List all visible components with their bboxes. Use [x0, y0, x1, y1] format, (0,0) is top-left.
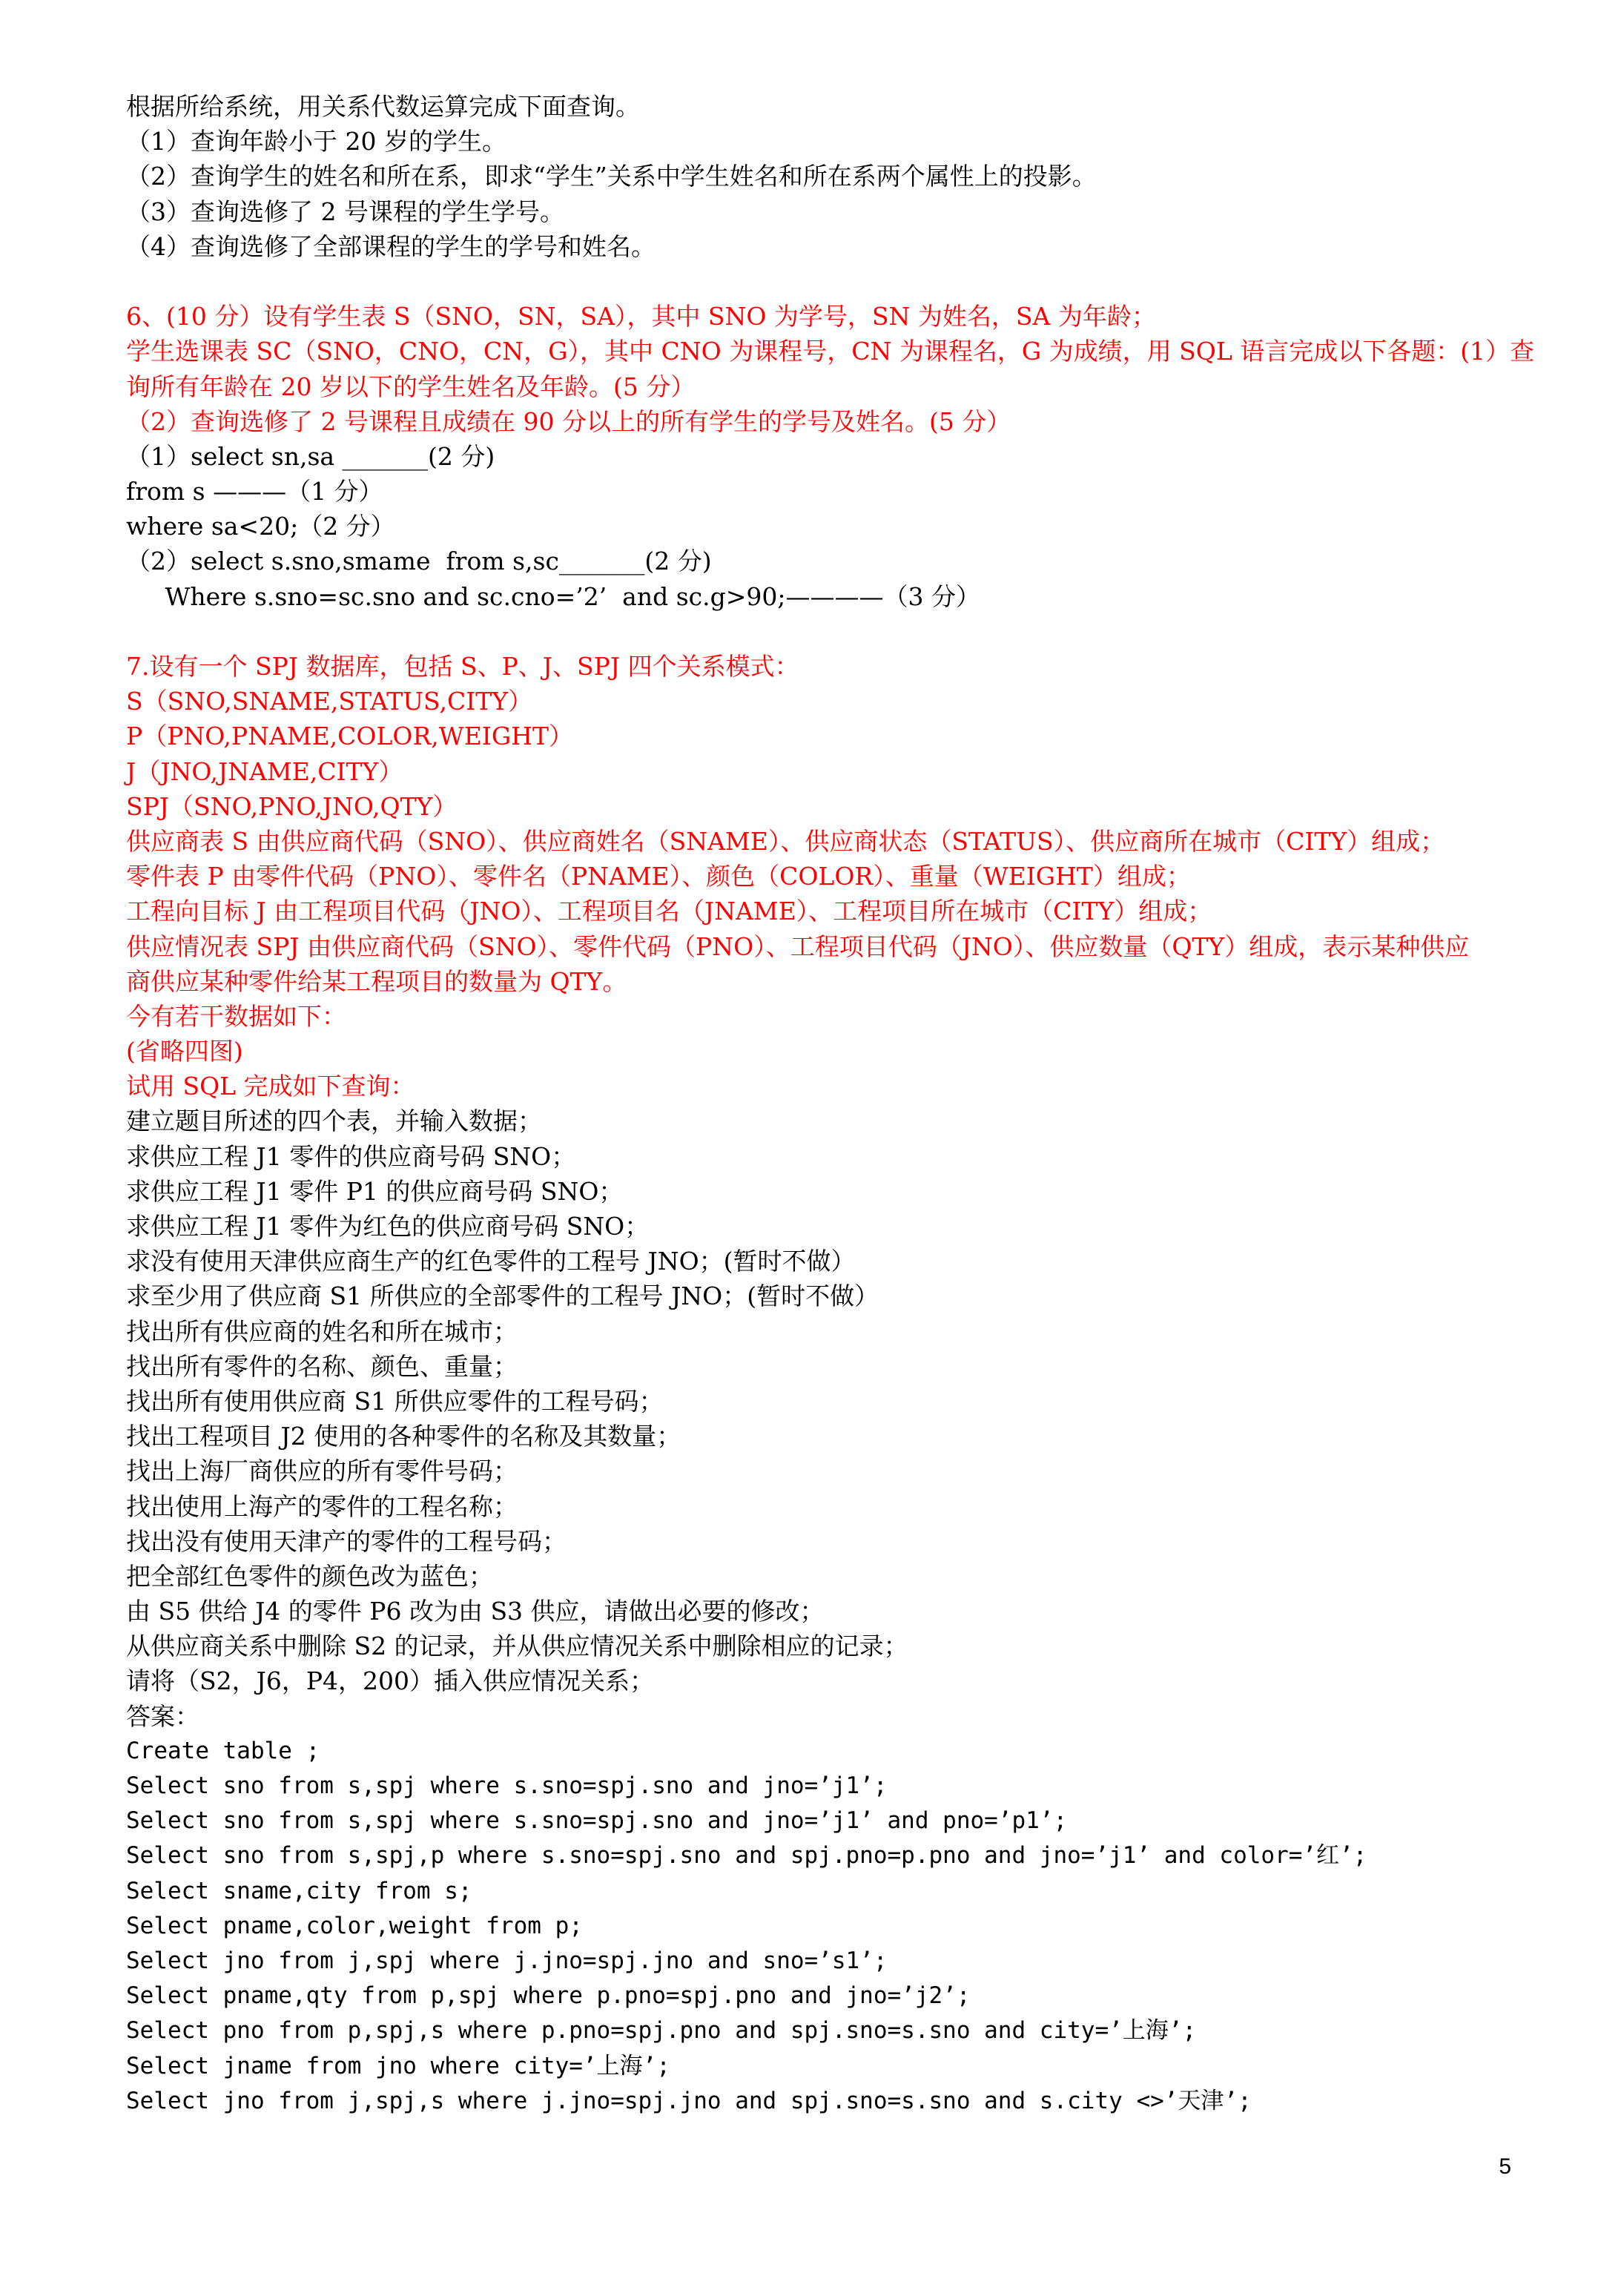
- sql-answer: Create table ;: [126, 1737, 320, 1764]
- q7-schema: P（PNO,PNAME,COLOR,WEIGHT）: [126, 722, 573, 751]
- intro-heading: 根据所给系统，用关系代数运算完成下面查询。: [126, 92, 640, 121]
- page-content: [126, 89, 1535, 2119]
- answers-label: 答案：: [126, 1701, 199, 1731]
- q7-description: 今有若干数据如下：: [126, 1001, 346, 1031]
- q7-description: (省略四图): [126, 1037, 243, 1066]
- q7-task: 建立题目所述的四个表，并输入数据；: [126, 1106, 542, 1136]
- sql-answer: Select jname from jno where city=’上海’;: [126, 2052, 670, 2079]
- q7-description: 试用 SQL 完成如下查询：: [126, 1072, 415, 1101]
- q7-task: 找出工程项目 J2 使用的各种零件的名称及其数量；: [126, 1422, 681, 1451]
- q7-schema: J（JNO,JNAME,CITY）: [126, 756, 403, 786]
- sql-answer: Select sname,city from s;: [126, 1877, 472, 1904]
- q6-answer: from s ———（1 分）: [126, 477, 383, 507]
- intro-item: （1）查询年龄小于 20 岁的学生。: [126, 127, 506, 156]
- q7-task: 找出所有使用供应商 S1 所供应零件的工程号码；: [126, 1386, 664, 1416]
- q7-description: 工程向目标 J 由工程项目代码（JNO）、工程项目名（JNAME）、工程项目所在城市（CITY）组成；: [126, 897, 1212, 926]
- q6-text: 学生选课表 SC（SNO，CNO，CN，G），其中 CNO 为课程号，CN 为课程名，G 为成绩，用 SQL 语言完成以下各题：(1）查: [126, 337, 1535, 366]
- q6-text: （2）查询选修了 2 号课程且成绩在 90 分以上的所有学生的学号及姓名。(5 分）: [126, 406, 1011, 436]
- q7-task: 求至少用了供应商 S1 所供应的全部零件的工程号 JNO；(暂时不做）: [126, 1281, 879, 1311]
- q7-schema: S（SNO,SNAME,STATUS,CITY）: [126, 687, 533, 716]
- spacer: [126, 264, 1520, 299]
- q7-title: 7.设有一个 SPJ 数据库，包括 S、P、J、SPJ 四个关系模式：: [126, 652, 799, 681]
- sql-answer: Select pno from p,spj,s where p.pno=spj.pno and spj.sno=s.sno and city=’上海’;: [126, 2017, 1197, 2045]
- sql-answer: Select pname,color,weight from p;: [126, 1912, 583, 1939]
- q7-task: 由 S5 供给 J4 的零件 P6 改为由 S3 供应，请做出必要的修改；: [126, 1597, 825, 1626]
- spacer: [126, 614, 1520, 649]
- q6-text: 询所有年龄在 20 岁以下的学生姓名及年龄。(5 分）: [126, 372, 696, 401]
- intro-item: （2）查询学生的姓名和所在系，即求“学生”关系中学生姓名和所在系两个属性上的投影。: [126, 162, 1097, 191]
- sql-answer: Select jno from j,spj where j.jno=spj.jno and sno=’s1’;: [126, 1947, 888, 1974]
- q7-task: 请将（S2，J6，P4，200）插入供应情况关系；: [126, 1666, 655, 1696]
- q7-description: 零件表 P 由零件代码（PNO）、零件名（PNAME）、颜色（COLOR）、重量（WEIGHT）组成；: [126, 862, 1191, 891]
- q7-task: 求没有使用天津供应商生产的红色零件的工程号 JNO；(暂时不做）: [126, 1247, 856, 1276]
- intro-item: （4）查询选修了全部课程的学生的学号和姓名。: [126, 231, 656, 261]
- q6-answer: （1）select sn,sa _______(2 分): [126, 441, 495, 471]
- q7-task: 求供应工程 J1 零件的供应商号码 SNO；: [126, 1141, 576, 1171]
- sql-answer: Select sno from s,spj where s.sno=spj.sno and jno=’j1’ and pno=’p1’;: [126, 1807, 1068, 1835]
- q7-description: 供应商表 S 由供应商代码（SNO）、供应商姓名（SNAME）、供应商状态（STATUS）、供应商所在城市（CITY）组成；: [126, 826, 1445, 856]
- page-number: 5: [1499, 2154, 1511, 2179]
- q7-task: 求供应工程 J1 零件 P1 的供应商号码 SNO；: [126, 1176, 624, 1206]
- sql-answer: Select jno from j,spj,s where j.jno=spj.jno and spj.sno=s.sno and s.city <>’天津’;: [126, 2087, 1252, 2114]
- q7-task: 找出没有使用天津产的零件的工程号码；: [126, 1526, 567, 1556]
- q7-task: 找出所有零件的名称、颜色、重量；: [126, 1351, 518, 1381]
- q7-description: 商供应某种零件给某工程项目的数量为 QTY。: [126, 966, 627, 996]
- q7-task: 求供应工程 J1 零件为红色的供应商号码 SNO；: [126, 1212, 650, 1241]
- sql-answer: Select sno from s,spj,p where s.sno=spj.sno and spj.pno=p.pno and jno=’j1’ and color=’红’;: [126, 1842, 1367, 1870]
- q7-task: 找出上海厂商供应的所有零件号码；: [126, 1457, 518, 1486]
- q6-title: 6、(10 分）设有学生表 S（SNO，SN，SA），其中 SNO 为学号，SN 为姓名，SA 为年龄；: [126, 302, 1156, 331]
- sql-answer: Select sno from s,spj where s.sno=spj.sno and jno=’j1’;: [126, 1772, 888, 1799]
- q7-task: 从供应商关系中删除 S2 的记录，并从供应情况关系中删除相应的记录；: [126, 1632, 908, 1661]
- q7-task: 找出使用上海产的零件的工程名称；: [126, 1491, 518, 1521]
- q7-description: 供应情况表 SPJ 由供应商代码（SNO）、零件代码（PNO）、工程项目代码（JNO）、供应数量（QTY）组成，表示某种供应: [126, 931, 1470, 961]
- q7-schema: SPJ（SNO,PNO,JNO,QTY）: [126, 791, 458, 821]
- intro-item: （3）查询选修了 2 号课程的学生学号。: [126, 197, 564, 226]
- q7-task: 找出所有供应商的姓名和所在城市；: [126, 1316, 518, 1346]
- q6-answer: Where s.sno=sc.sno and sc.cno=’2’ and sc.g>90;————（3 分）: [126, 581, 981, 611]
- sql-answer: Select pname,qty from p,spj where p.pno=spj.pno and jno=’j2’;: [126, 1982, 971, 2010]
- q6-answer: （2）select s.sno,smame from s,sc_______(2 分): [126, 547, 712, 576]
- q7-task: 把全部红色零件的颜色改为蓝色；: [126, 1561, 493, 1591]
- q6-answer: where sa<20;（2 分）: [126, 512, 395, 541]
